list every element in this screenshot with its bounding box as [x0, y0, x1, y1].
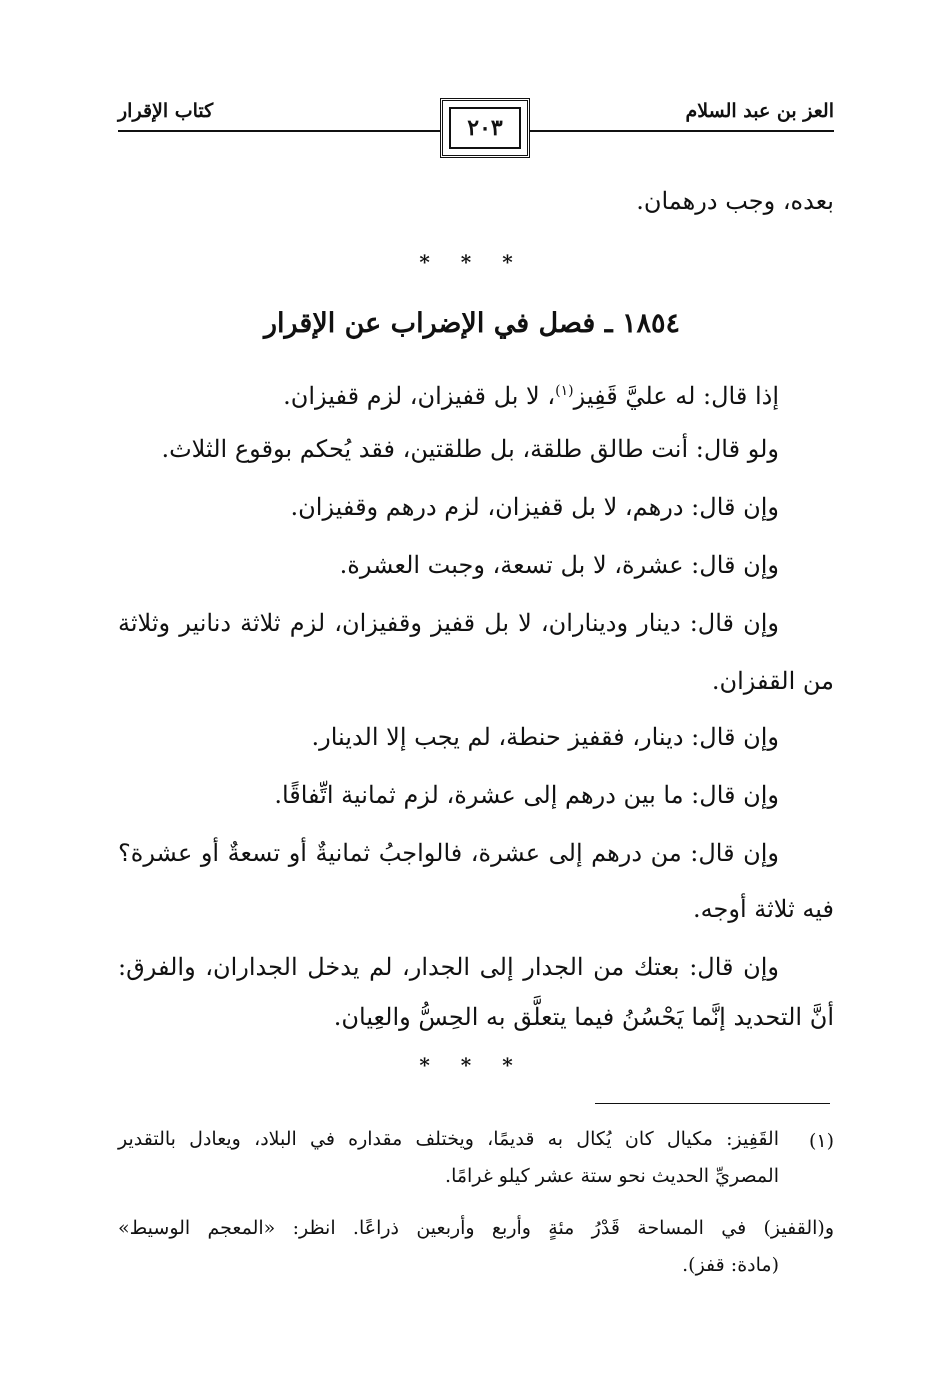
body-line-3: وإن قال: درهم، لا بل قفيزان، لزم درهم وقفيزان. [290, 493, 779, 521]
body-line-4: وإن قال: عشرة، لا بل تسعة، وجبت العشرة. [339, 551, 779, 579]
footnote-ref: (١) [555, 383, 574, 399]
footnote-rule [595, 1103, 830, 1104]
continuation-line: بعده، وجب درهمان. [636, 187, 834, 215]
page-number-frame [440, 98, 530, 158]
body-line-2: ولو قال: أنت طالق طلقة، بل طلقتين، فقد يُحكم بوقوع الثلاث. [161, 435, 779, 463]
running-header-author: العز بن عبد السلام [685, 100, 834, 122]
body-line-11: وإن قال: بعتك من الجدار إلى الجدار، لم يدخل الجداران، والفرق: [118, 953, 779, 981]
body-line-7: وإن قال: دينار، فقفيز حنطة، لم يجب إلا الدينار. [311, 723, 779, 751]
body-line-8: وإن قال: ما بين درهم إلى عشرة، لزم ثمانية اتِّفاقًا. [274, 781, 779, 809]
footnote-line-3: و(القفيز) في المساحة قَدْرُ مئةٍ وأربع وأربعين ذراعًا. انظر: «المعجم الوسيط» [118, 1217, 834, 1239]
page-number: ٢٠٣ [467, 115, 503, 141]
running-header-book-title: كتاب الإقرار [118, 100, 214, 122]
section-heading: ١٨٥٤ ـ فصل في الإضراب عن الإقرار [263, 308, 681, 339]
section-separator: * * * [419, 250, 525, 274]
body-line-5: وإن قال: دينار وديناران، لا بل قفيز وقفيزان، لزم ثلاثة دنانير وثلاثة [118, 609, 779, 637]
body-line-1: إذا قال: له عليَّ قَفِيز$^{(١)}$، لا بل قفيزان، لزم قفيزان. [283, 382, 779, 410]
end-separator: * * * [419, 1053, 525, 1077]
body-line-12: أنَّ التحديد إنَّما يَحْسُنُ فيما يتعلَّق به الحِسُّ والعِيان. [333, 1003, 834, 1031]
footnote-number: (١) [808, 1130, 834, 1152]
body-line-6: من القفزان. [711, 667, 834, 695]
body-line-10: فيه ثلاثة أوجه. [693, 895, 834, 923]
body-line-9: وإن قال: من درهم إلى عشرة، فالواجبُ ثمانيةٌ أو تسعةٌ أو عشرة؟ [118, 839, 779, 867]
footnote-line-2: المصريِّ الحديث نحو ستة عشر كيلو غرامًا. [445, 1165, 779, 1187]
footnote-line-4: (مادة: قفز). [682, 1254, 779, 1276]
footnote-line-1: القَفِيز: مكيال كان يُكال به قديمًا، ويختلف مقداره في البلاد، ويعادل بالتقدير [118, 1128, 779, 1150]
